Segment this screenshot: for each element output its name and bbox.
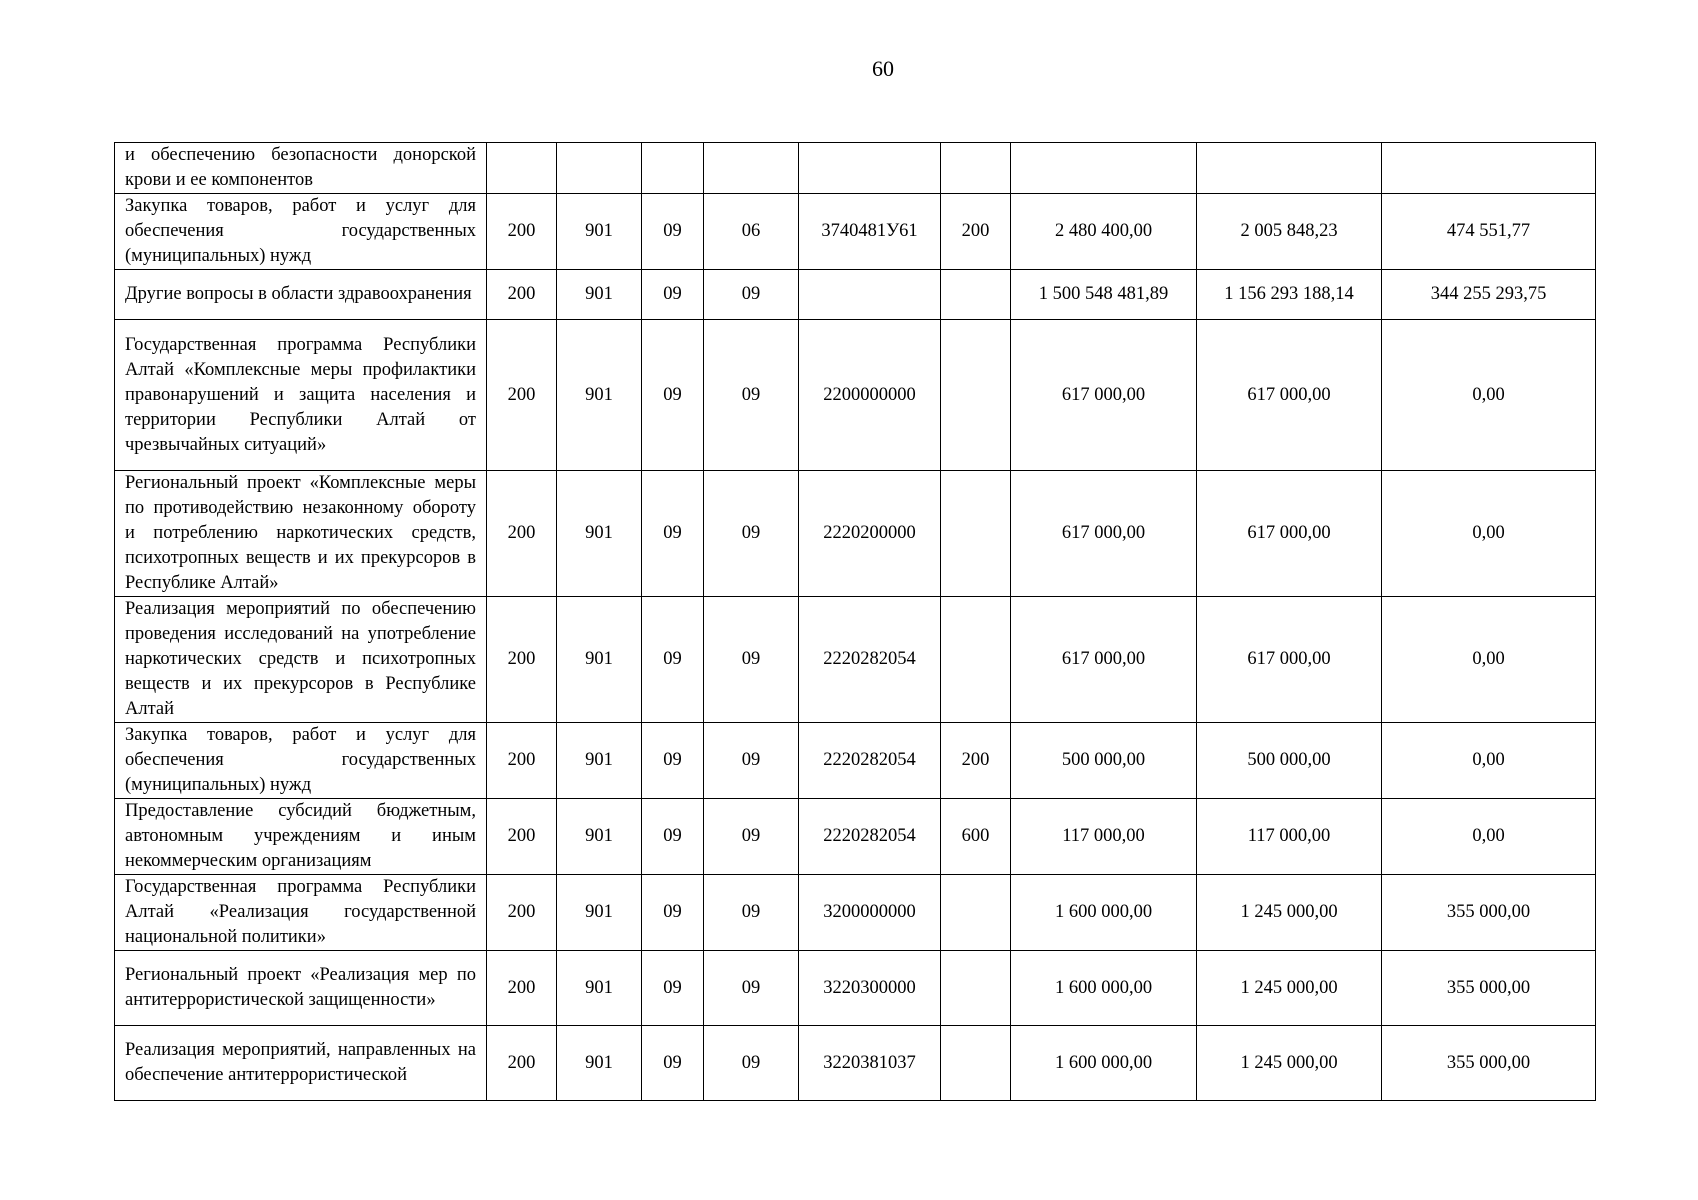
table-row [115,270,1596,320]
row-description: Региональный проект «Комплексные меры по противодействию незаконному обороту и потреблению наркотических средств, психотропных веществ и их прекурсоров в Республике Алтай» [115,471,487,597]
budget-table-body [115,143,1596,1101]
cell-5: 3200000000 [799,875,941,951]
row-description: Региональный проект «Реализация мер по антитеррористической защищенности» [115,951,487,1026]
cell-3: 09 [642,875,704,951]
cell-8: 117 000,00 [1197,799,1382,875]
cell-9: 0,00 [1382,597,1596,723]
cell-6 [941,951,1011,1026]
cell-1: 200 [487,270,557,320]
cell-2: 901 [557,320,642,471]
row-description: Реализация мероприятий по обеспечению проведения исследований на употребление наркотических средств и психотропных веществ и их прекурсоров в Республике Алтай [115,597,487,723]
cell-3: 09 [642,194,704,270]
cell-5: 2220282054 [799,597,941,723]
cell-2: 901 [557,270,642,320]
cell-4: 09 [704,723,799,799]
cell-8: 1 245 000,00 [1197,875,1382,951]
cell-1: 200 [487,194,557,270]
cell-4: 09 [704,875,799,951]
cell-7 [1011,143,1197,194]
cell-6 [941,597,1011,723]
cell-8: 500 000,00 [1197,723,1382,799]
cell-7: 617 000,00 [1011,597,1197,723]
cell-3: 09 [642,597,704,723]
cell-3: 09 [642,270,704,320]
cell-5: 3220381037 [799,1026,941,1101]
table-row [115,194,1596,270]
cell-8: 617 000,00 [1197,320,1382,471]
cell-4: 06 [704,194,799,270]
cell-8: 1 245 000,00 [1197,1026,1382,1101]
table-row [115,143,1596,194]
cell-1: 200 [487,471,557,597]
cell-9: 0,00 [1382,723,1596,799]
cell-5 [799,143,941,194]
table-row [115,723,1596,799]
cell-7: 1 500 548 481,89 [1011,270,1197,320]
cell-3: 09 [642,1026,704,1101]
cell-4: 09 [704,1026,799,1101]
cell-6 [941,270,1011,320]
cell-2: 901 [557,875,642,951]
row-description: Государственная программа Республики Алтай «Реализация государственной национальной политики» [115,875,487,951]
cell-7: 1 600 000,00 [1011,875,1197,951]
cell-9: 0,00 [1382,799,1596,875]
cell-2 [557,143,642,194]
cell-9: 474 551,77 [1382,194,1596,270]
cell-5: 2220282054 [799,799,941,875]
cell-1: 200 [487,875,557,951]
cell-3: 09 [642,799,704,875]
cell-2: 901 [557,471,642,597]
cell-2: 901 [557,597,642,723]
cell-3 [642,143,704,194]
cell-6: 200 [941,194,1011,270]
table-row [115,320,1596,471]
cell-4: 09 [704,951,799,1026]
row-description: Закупка товаров, работ и услуг для обеспечения государственных (муниципальных) нужд [115,194,487,270]
row-description: Предоставление субсидий бюджетным, автономным учреждениям и иным некоммерческим организациям [115,799,487,875]
cell-6 [941,471,1011,597]
cell-9: 355 000,00 [1382,951,1596,1026]
cell-4: 09 [704,597,799,723]
cell-7: 1 600 000,00 [1011,1026,1197,1101]
cell-3: 09 [642,471,704,597]
table-row [115,1026,1596,1101]
cell-3: 09 [642,723,704,799]
cell-6 [941,875,1011,951]
table-row [115,597,1596,723]
cell-4: 09 [704,471,799,597]
cell-2: 901 [557,1026,642,1101]
cell-6 [941,143,1011,194]
cell-7: 1 600 000,00 [1011,951,1197,1026]
table-row [115,951,1596,1026]
table-row [115,875,1596,951]
cell-5 [799,270,941,320]
cell-4: 09 [704,270,799,320]
cell-1 [487,143,557,194]
cell-1: 200 [487,1026,557,1101]
cell-2: 901 [557,194,642,270]
row-description: Закупка товаров, работ и услуг для обеспечения государственных (муниципальных) нужд [115,723,487,799]
table-row [115,471,1596,597]
row-description: и обеспечению безопасности донорской крови и ее компонентов [115,143,487,194]
budget-table [114,142,1596,1101]
cell-8: 617 000,00 [1197,597,1382,723]
cell-1: 200 [487,597,557,723]
cell-3: 09 [642,951,704,1026]
cell-7: 617 000,00 [1011,471,1197,597]
cell-8: 2 005 848,23 [1197,194,1382,270]
cell-1: 200 [487,799,557,875]
cell-5: 2200000000 [799,320,941,471]
table-row [115,799,1596,875]
cell-1: 200 [487,723,557,799]
cell-6 [941,1026,1011,1101]
cell-9: 0,00 [1382,320,1596,471]
cell-4: 09 [704,320,799,471]
cell-8: 617 000,00 [1197,471,1382,597]
cell-5: 2220282054 [799,723,941,799]
cell-5: 3220300000 [799,951,941,1026]
row-description: Другие вопросы в области здравоохранения [115,270,487,320]
cell-7: 617 000,00 [1011,320,1197,471]
cell-6 [941,320,1011,471]
cell-2: 901 [557,723,642,799]
cell-5: 3740481У61 [799,194,941,270]
cell-3: 09 [642,320,704,471]
cell-9: 344 255 293,75 [1382,270,1596,320]
cell-7: 2 480 400,00 [1011,194,1197,270]
cell-1: 200 [487,320,557,471]
cell-9: 0,00 [1382,471,1596,597]
page-number: 60 [872,56,894,81]
cell-1: 200 [487,951,557,1026]
cell-5: 2220200000 [799,471,941,597]
cell-6: 600 [941,799,1011,875]
cell-4: 09 [704,799,799,875]
cell-6: 200 [941,723,1011,799]
cell-8: 1 245 000,00 [1197,951,1382,1026]
row-description: Реализация мероприятий, направленных на обеспечение антитеррористической [115,1026,487,1101]
cell-9: 355 000,00 [1382,875,1596,951]
cell-7: 117 000,00 [1011,799,1197,875]
cell-8: 1 156 293 188,14 [1197,270,1382,320]
cell-2: 901 [557,951,642,1026]
cell-4 [704,143,799,194]
cell-9: 355 000,00 [1382,1026,1596,1101]
cell-8 [1197,143,1382,194]
row-description: Государственная программа Республики Алтай «Комплексные меры профилактики правонарушений и защита населения и территории Республики Алтай от чрезвычайных ситуаций» [115,320,487,471]
cell-7: 500 000,00 [1011,723,1197,799]
cell-2: 901 [557,799,642,875]
cell-9 [1382,143,1596,194]
